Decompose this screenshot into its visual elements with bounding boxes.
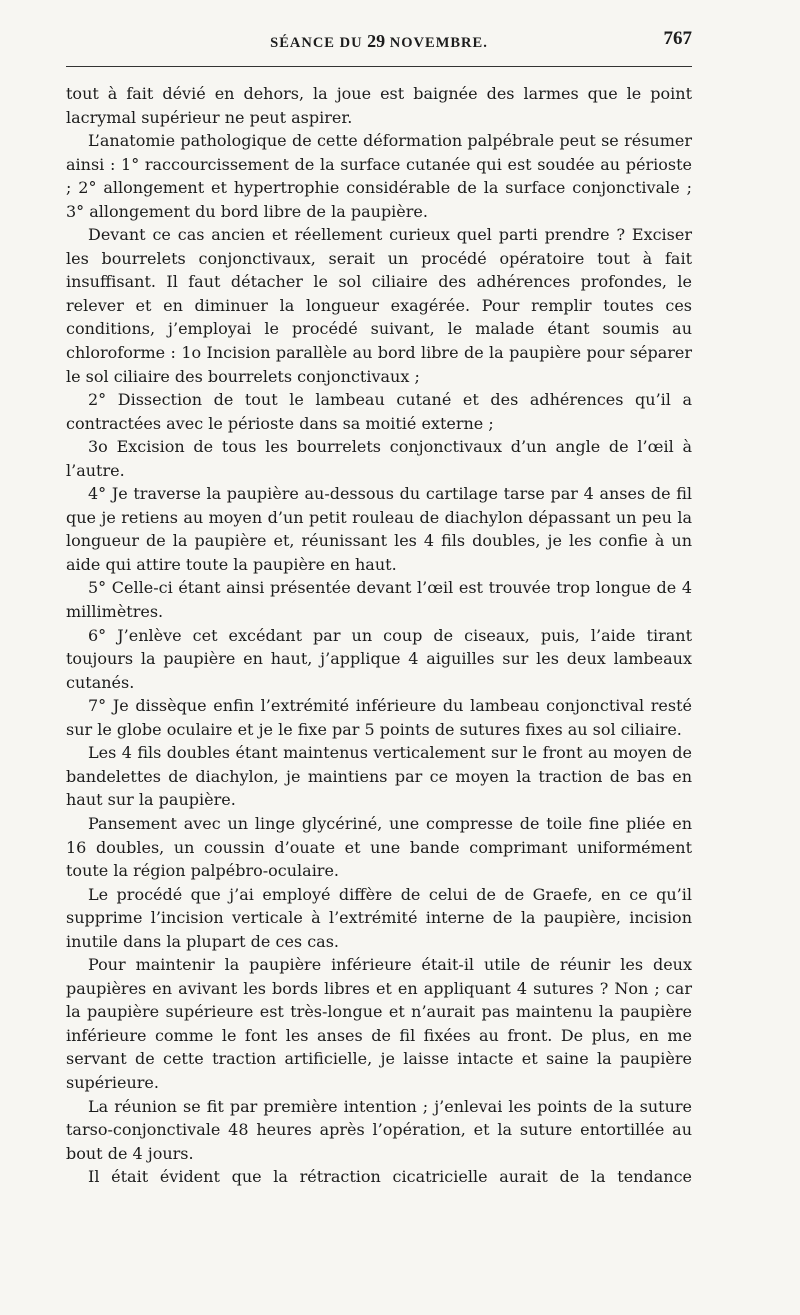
- paragraph: 5° Celle-ci étant ainsi présentée devant l’œil est trouvée trop longue de 4 millimètres.: [66, 578, 692, 622]
- paragraph: Le procédé que j’ai employé diffère de celui de de Graefe, en ce qu’il supprime l’incision verticale à l’extrémité interne de la paupière, incision inutile dans la plupart de ces cas.: [66, 884, 692, 951]
- paragraph: La réunion se fit par première intention ; j’enlevai les points de la suture tarso-conjonctivale 48 heures après l’opération, et la suture entortillée au bout de 4 jours.: [66, 1096, 692, 1163]
- paragraph: 4° Je traverse la paupière au-dessous du cartilage tarse par 4 anses de fil que je retiens au moyen d’un petit rouleau de diachylon dépassant un peu la longueur de la paupière et, réunissant les 4 fils doubles, je les confie à un aide qui attire toute la paupière en haut.: [66, 484, 692, 574]
- paragraph: L’anatomie pathologique de cette déformation palpébrale peut se résumer ainsi : 1° raccourcissement de la surface cutanée qui est soudée au périoste ; 2° allongement et hypertrophie considérable de la surface conjonctivale ; 3° allongement du bord libre de la paupière.: [66, 131, 692, 221]
- running-head-prefix: SÉANCE DU: [270, 35, 368, 51]
- paragraph: Les 4 fils doubles étant maintenus verticalement sur le front au moyen de bandelettes de diachylon, je maintiens par ce moyen la traction de bas en haut sur la paupière.: [66, 743, 692, 810]
- paragraph: Devant ce cas ancien et réellement curieux quel parti prendre ? Exciser les bourrelets conjonctivaux, serait un procédé opératoire tout à fait insuffisant. Il faut détacher le sol ciliaire des adhérences profondes, le relever et en diminuer la longueur exagérée. Pour remplir toutes ces conditions, j’employai le procédé suivant, le malade étant soumis au chloroforme : 1o Incision parallèle au bord libre de la paupière pour séparer le sol ciliaire des bourrelets conjonctivaux ;: [66, 225, 692, 386]
- paragraph: Pour maintenir la paupière inférieure était-il utile de réunir les deux paupières en avivant les bords libres et en appliquant 4 sutures ? Non ; car la paupière supérieure est très-longue et n’aurait pas maintenu la paupière inférieure comme le font les anses de fil fixées au front. De plus, en me servant de cette traction artificielle, je laisse intacte et saine la paupière supérieure.: [66, 955, 692, 1092]
- header-rule: [66, 66, 692, 67]
- page-header: [66, 28, 692, 58]
- paragraph: 2° Dissection de tout le lambeau cutané et des adhérences qu’il a contractées avec le périoste dans sa moitié externe ;: [66, 390, 692, 433]
- running-head-date-number: 29: [367, 31, 386, 51]
- paragraph: 7° Je dissèque enfin l’extrémité inférieure du lambeau conjonctival resté sur le globe oculaire et je le fixe par 5 points de sutures fixes au sol ciliaire.: [66, 696, 692, 739]
- page-number: 767: [663, 28, 692, 49]
- paragraph: 3o Excision de tous les bourrelets conjonctivaux d’un angle de l’œil à l’autre.: [66, 437, 692, 480]
- body-text: [66, 82, 692, 1189]
- paragraph: Il était évident que la rétraction cicatricielle aurait de la tendance: [88, 1167, 692, 1187]
- running-head-suffix: NOVEMBRE.: [385, 35, 488, 51]
- paragraph: 6° J’enlève cet excédant par un coup de ciseaux, puis, l’aide tirant toujours la paupière en haut, j’applique 4 aiguilles sur les deux lambeaux cutanés.: [66, 625, 692, 692]
- paragraph: tout à fait dévié en dehors, la joue est baignée des larmes que le point lacrymal supérieur ne peut aspirer.: [66, 84, 692, 127]
- paragraph: Pansement avec un linge glycériné, une compresse de toile fine pliée en 16 doubles, un coussin d’ouate et une bande comprimant uniformément toute la région palpébro-oculaire.: [66, 813, 692, 881]
- running-head: [66, 31, 692, 52]
